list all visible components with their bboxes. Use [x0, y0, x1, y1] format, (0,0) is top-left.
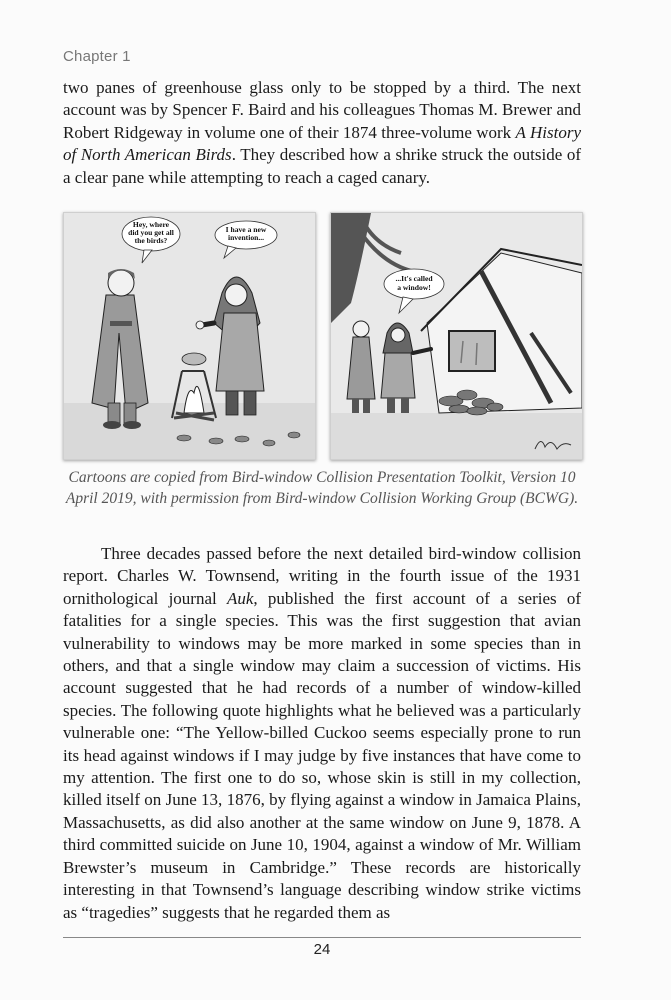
bubble-where-line-1: Hey, where: [132, 220, 170, 229]
bubble-invention-line-1: I have a new: [225, 225, 267, 234]
page-number: 24: [313, 941, 331, 958]
running-header-chapter: Chapter 1: [63, 48, 131, 65]
window-pane: [449, 331, 495, 371]
paragraph-2-text-a: Three decades passed before the next detailed bird-window collision report. Charles W. Townsend, writing in the fourth issue of the 1931 ornithological journal: [63, 544, 581, 608]
journal-title-italic: Auk: [226, 588, 254, 608]
bubble-where-line-3: the birds?: [134, 236, 168, 245]
bubble-invention-line-2: invention...: [227, 233, 265, 242]
book-title-italic: A History of North American Birds: [63, 122, 581, 165]
paragraph-2: [63, 543, 581, 924]
bubble-window-line-1: ...It's called: [395, 274, 433, 283]
paragraph-1: [63, 77, 581, 189]
paragraph-1-text-b: . They described how a shrike struck the outside of a clear pane while attempting to reach a caged canary.: [63, 145, 581, 187]
footer-rule: [63, 937, 581, 938]
cartoon-inventor-illustration: [64, 213, 315, 459]
paragraph-2-text-b: , published the first account of a series of fatalities for a single species. This was the first suggestion that avian vulnerability to windows may be more marked in some species than in others, and that a single window may claim a succession of victims. His account suggested that he had records of a number of window-killed species. The following quote highlights what he believed was a particularly vulnerable one: “The Yellow-billed Cuckoo seems especially prone to run its head against windows if I may judge by five instances that have come to my attention. The first one to do so, whose skin is still in my collection, killed itself on June 13, 1876, by flying against a window in Jamaica Plains, Massachusetts, as did also another at the same window on June 9, 1878. A third committed suicide on June 10, 1904, against a window of Mr. William Brewster’s museum in Cambridge.” These records are historically interesting in that Townsend’s language describing window strike victims as “tragedies” suggests that he regarded them as: [63, 588, 581, 922]
cartoon-panel-window: [330, 212, 583, 460]
bubble-window-line-2: a window!: [397, 283, 431, 292]
cartoon-window-illustration: [331, 213, 582, 459]
figure-caption: Cartoons are copied from Bird-window Collision Presentation Toolkit, Version 10 April 2019, with permission from Bird-window Collision Working Group (BCWG).: [65, 469, 579, 507]
paragraph-1-text-a: two panes of greenhouse glass only to be stopped by a third. The next account was by Spencer F. Baird and his colleagues Thomas M. Brewer and Robert Ridgeway in volume one of their 1874 three-volume work: [63, 78, 581, 142]
cartoon-panel-inventor: [63, 212, 316, 460]
bubble-where-line-2: did you get all: [128, 228, 174, 237]
